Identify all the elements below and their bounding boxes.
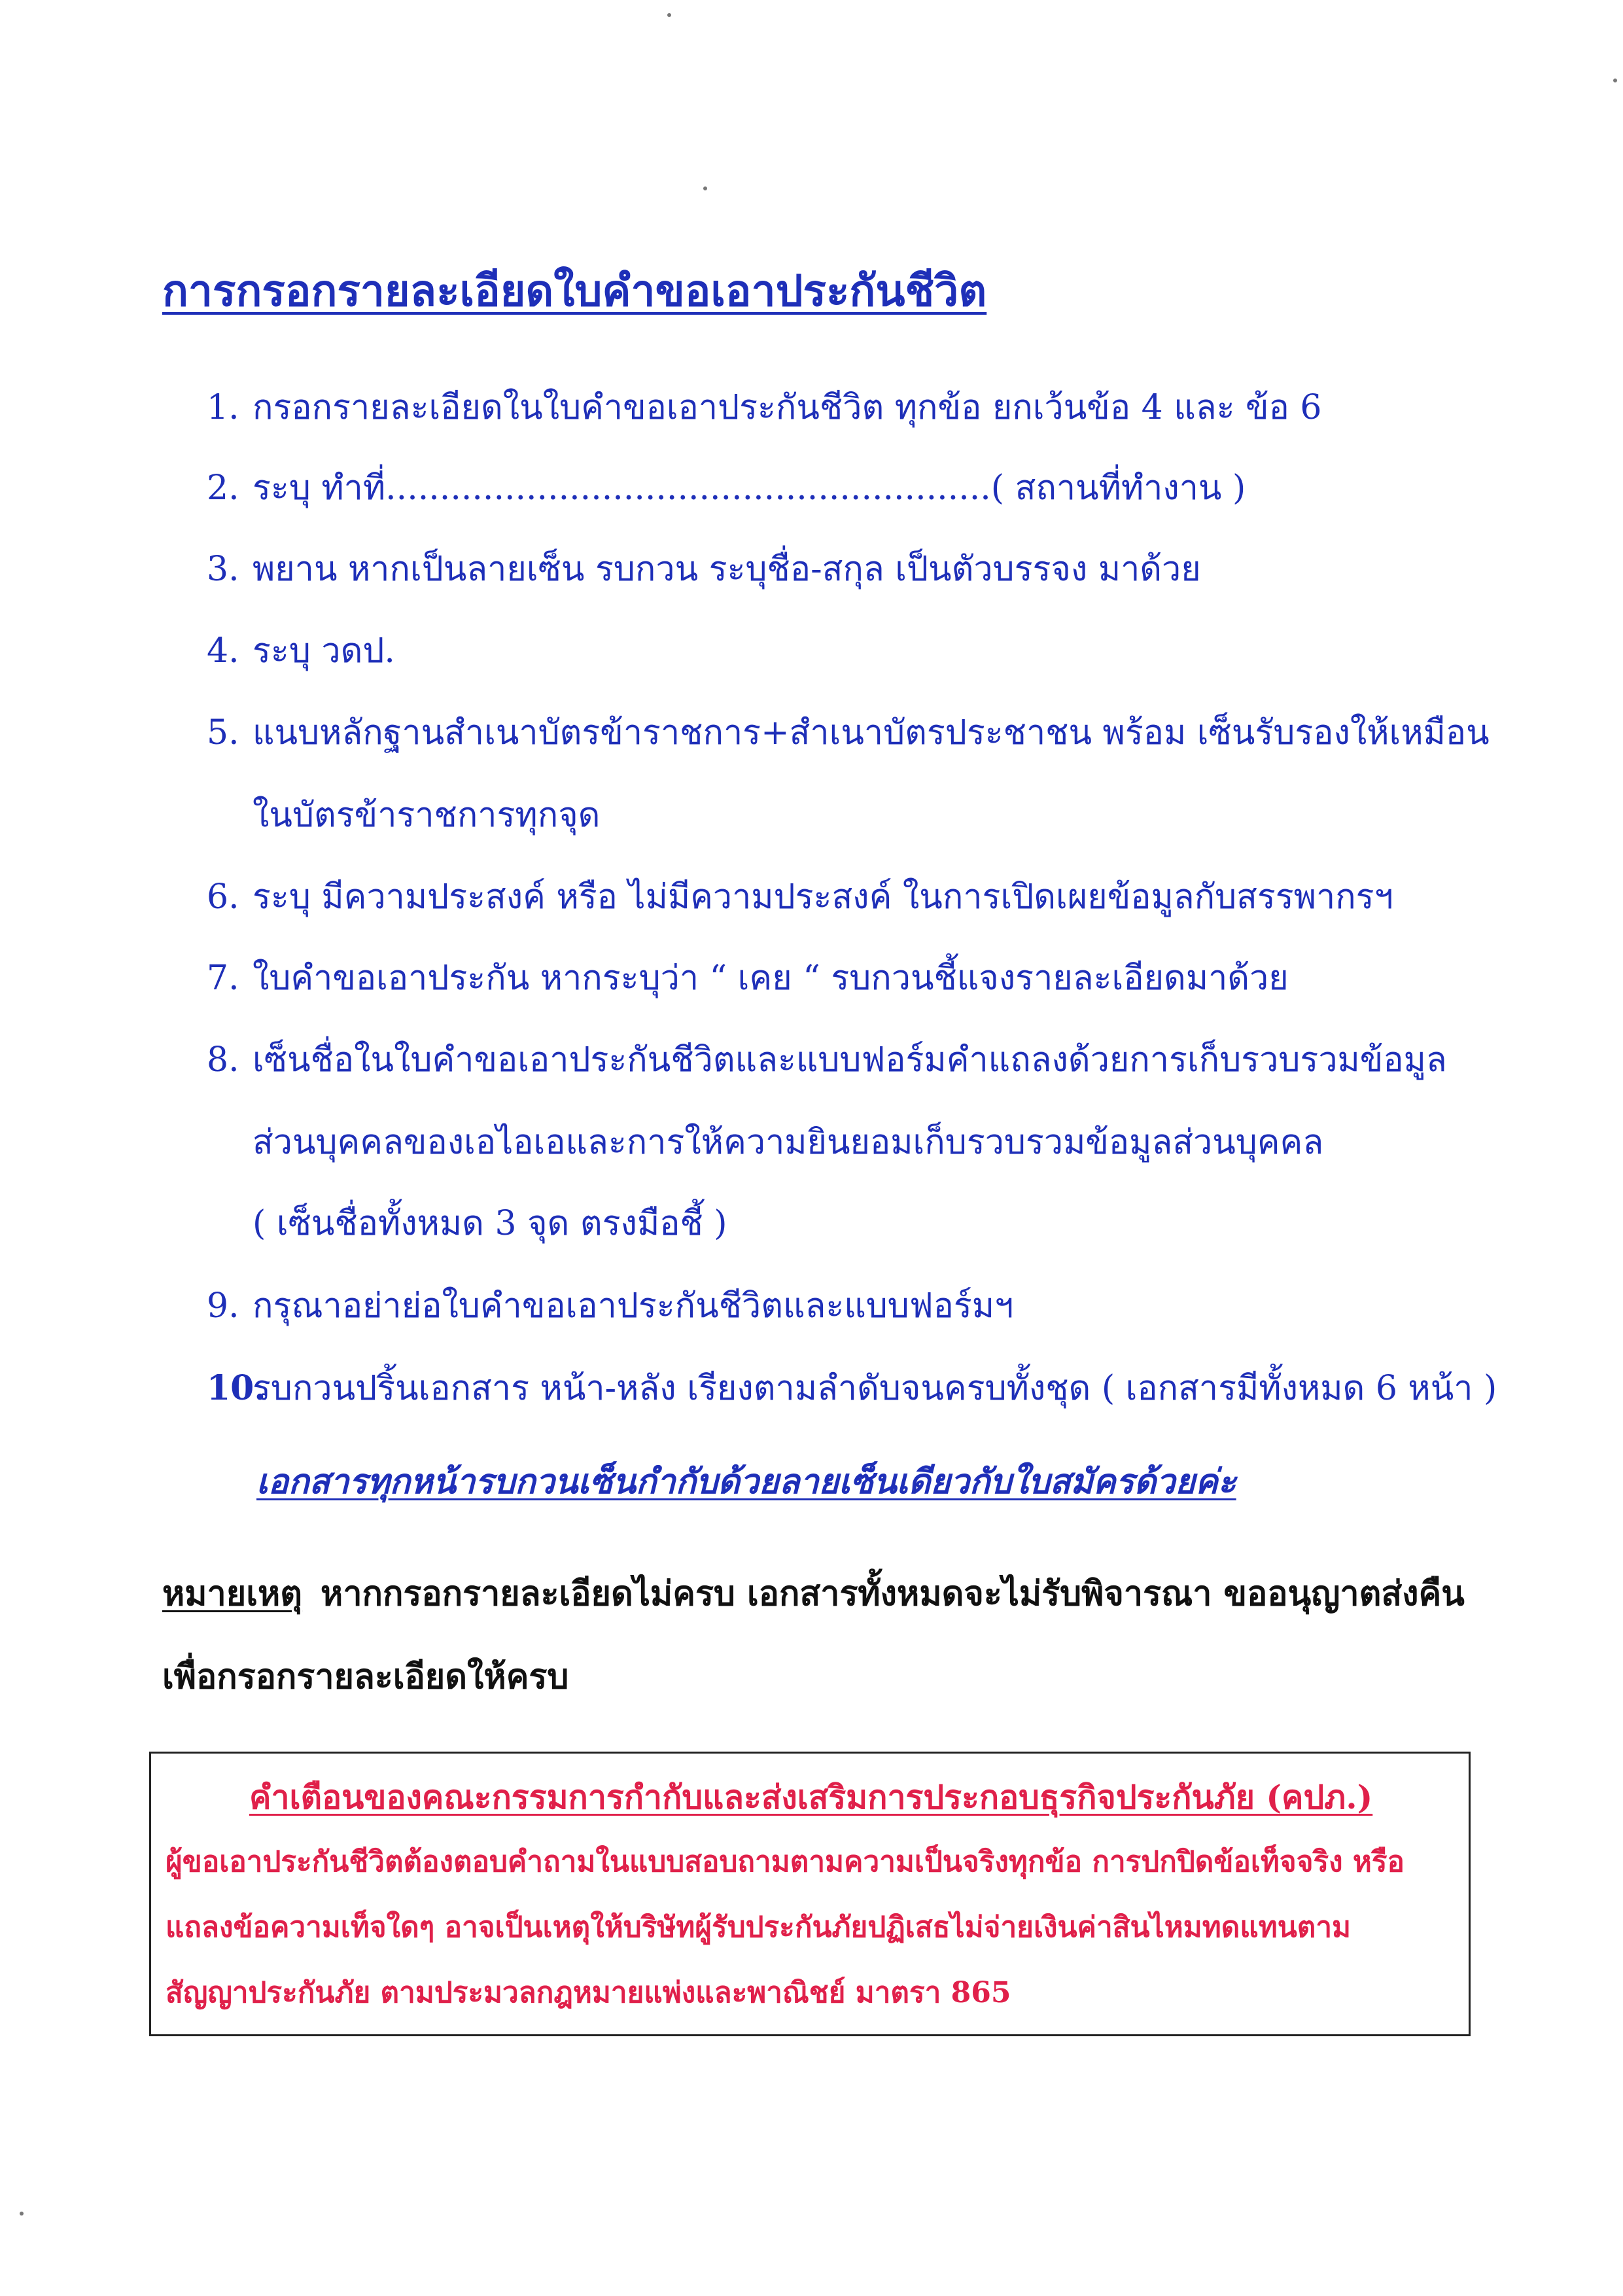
sign-every-page-note: เอกสารทุกหน้ารบกวนเซ็นกำกับด้วยลายเซ็นเดียวกับใบสมัครด้วยค่ะ — [256, 1462, 1236, 1502]
item-text: รบกวนปริ้นเอกสาร หน้า-หลัง เรียงตามลำดับจนครบทั้งชุด ( เอกสารมีทั้งหมด 6 หน้า ) — [253, 1369, 1497, 1408]
warning-line-1: ผู้ขอเอาประกันชีวิตต้องตอบคำถามในแบบสอบถามตามความเป็นจริงทุกข้อ การปกปิดข้อเท็จจริง หรือ — [166, 1845, 1405, 1879]
list-item-8 — [207, 1042, 1447, 1079]
remark-text: หากกรอกรายละเอียดไม่ครบ เอกสารทั้งหมดจะไม่รับพิจารณา ขออนุญาตส่งคืน — [321, 1574, 1465, 1614]
item-text: พยาน หากเป็นลายเซ็น รบกวน ระบุชื่อ-สกุล เป็นตัวบรรจง มาด้วย — [253, 550, 1201, 589]
item-number: 6. — [207, 877, 239, 917]
list-item-1 — [207, 389, 1321, 427]
scan-speck — [1613, 79, 1617, 82]
item-text: ใบคำขอเอาประกัน หากระบุว่า “ เคย “ รบกวนชี้แจงรายละเอียดมาด้วย — [253, 959, 1289, 998]
list-item-8-continuation: ส่วนบุคคลของเอไอเอและการให้ความยินยอมเก็บรวบรวมข้อมูลส่วนบุคคล — [253, 1123, 1324, 1162]
list-item-4 — [207, 633, 395, 670]
item-text: เซ็นชื่อในใบคำขอเอาประกันชีวิตและแบบฟอร์มคำแถลงด้วยการเก็บรวบรวมข้อมูล — [253, 1040, 1447, 1080]
scan-speck — [703, 186, 707, 190]
warning-line-3: สัญญาประกันภัย ตามประมวลกฎหมายแพ่งและพาณิชย์ มาตรา 865 — [166, 1976, 1011, 2009]
item-number: 10. — [207, 1368, 266, 1408]
list-item-5 — [207, 715, 1490, 752]
item-text: แนบหลักฐานสำเนาบัตรข้าราชการ+สำเนาบัตรประชาชน พร้อม เซ็นรับรองให้เหมือน — [253, 713, 1490, 752]
list-item-6 — [207, 879, 1393, 916]
list-item-5-continuation: ในบัตรข้าราชการทุกจุด — [253, 796, 601, 835]
item-text: กรุณาอย่าย่อใบคำขอเอาประกันชีวิตและแบบฟอร์มฯ — [253, 1286, 1014, 1326]
list-item-8-continuation: ( เซ็นชื่อทั้งหมด 3 จุด ตรงมือชี้ ) — [253, 1204, 727, 1243]
list-item-3 — [207, 551, 1201, 588]
item-text: กรอกรายละเอียดในใบคำขอเอาประกันชีวิต ทุกข้อ ยกเว้นข้อ 4 และ ข้อ 6 — [253, 388, 1322, 427]
warning-line-2: แถลงข้อความเท็จใดๆ อาจเป็นเหตุให้บริษัทผู้รับประกันภัยปฏิเสธไม่จ่ายเงินค่าสินไหมทดแทนตาม — [166, 1911, 1352, 1944]
remark-label: หมายเหตุ — [162, 1574, 303, 1614]
item-number: 3. — [207, 550, 239, 589]
item-number: 2. — [207, 468, 239, 508]
page-title: การกรอกรายละเอียดใบคำขอเอาประกันชีวิต — [162, 265, 987, 316]
scan-speck — [667, 13, 671, 17]
item-number: 9. — [207, 1286, 239, 1326]
list-item-10 — [207, 1369, 1497, 1407]
item-number: 1. — [207, 388, 239, 427]
item-number: 7. — [207, 959, 239, 998]
remark-line-2: เพื่อกรอกรายละเอียดให้ครบ — [162, 1657, 569, 1697]
scan-speck — [20, 2212, 24, 2216]
remark-line-1 — [162, 1566, 1465, 1620]
item-number: 5. — [207, 713, 239, 752]
item-text: ระบุ ทำที่........................................................( สถานที่ทำงาน ) — [253, 468, 1246, 508]
item-number: 8. — [207, 1040, 239, 1080]
warning-box — [149, 1752, 1471, 2036]
item-text: ระบุ วดป. — [253, 631, 395, 671]
warning-title: คำเตือนของคณะกรรมการกำกับและส่งเสริมการประกอบธุรกิจประกันภัย (คปภ.) — [249, 1778, 1373, 1816]
list-item-9 — [207, 1288, 1013, 1325]
list-item-2 — [207, 470, 1246, 507]
list-item-7 — [207, 960, 1289, 997]
item-number: 4. — [207, 631, 239, 671]
item-text: ระบุ มีความประสงค์ หรือ ไม่มีความประสงค์ ในการเปิดเผยข้อมูลกับสรรพากรฯ — [253, 877, 1393, 917]
